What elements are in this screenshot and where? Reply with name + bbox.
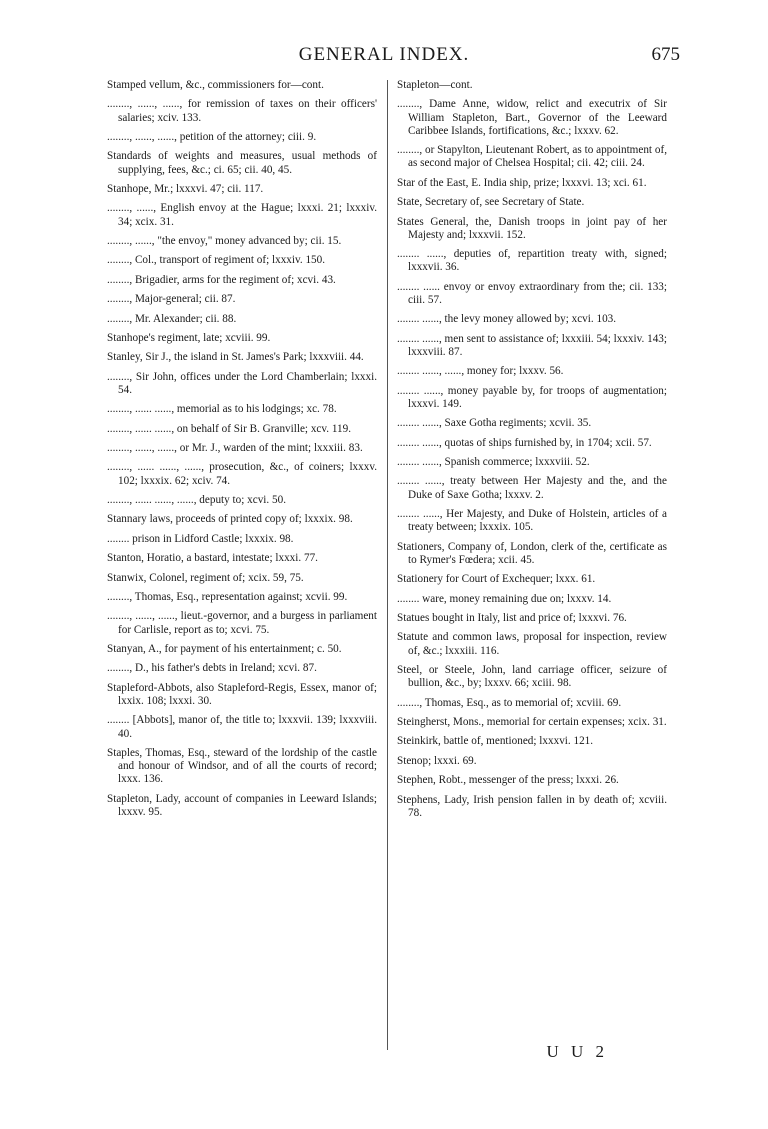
index-entry: ........, Dame Anne, widow, relict and executrix of Sir William Stapleton, Bart., Governor of the Leeward Caribbee Islands, fortifications, &c.; lxxxv. 62. bbox=[397, 98, 667, 137]
index-entry: Stephens, Lady, Irish pension fallen in by death of; xcviii. 78. bbox=[397, 793, 667, 819]
left-column bbox=[107, 79, 377, 1059]
index-entry: Stenop; lxxxi. 69. bbox=[397, 754, 477, 767]
index-entry: ........ ......, treaty between Her Majesty and the, and the Duke of Saxe Gotha; lxxxv. 2. bbox=[397, 475, 667, 501]
index-entry: Steel, or Steele, John, land carriage officer, seizure of bullion, &c., by; lxxxv. 66; xciii. 98. bbox=[397, 664, 667, 690]
index-entry: Stapleford-Abbots, also Stapleford-Regis, Essex, manor of; lxxix. 108; lxxxi. 30. bbox=[107, 681, 377, 707]
index-entry: ........, ......, ......, lieut.-governor, and a burgess in parliament for Carlisle, report as to; xcvi. 75. bbox=[107, 610, 377, 636]
page-title: GENERAL INDEX. bbox=[298, 44, 470, 65]
index-entry: ........, ......, ......, or Mr. J., warden of the mint; lxxxiii. 83. bbox=[107, 442, 363, 455]
index-entry: Steingherst, Mons., memorial for certain expenses; xcix. 31. bbox=[397, 716, 667, 729]
column-divider bbox=[387, 80, 388, 1050]
index-entry: ........, Col., transport of regiment of; lxxxiv. 150. bbox=[107, 254, 326, 267]
index-entry: ........ ......, ......, money for; lxxxv. 56. bbox=[397, 365, 564, 378]
index-entry: States General, the, Danish troops in joint pay of her Majesty and; lxxxvii. 152. bbox=[397, 215, 667, 241]
index-entry: ........, Major-general; cii. 87. bbox=[107, 293, 236, 306]
index-entry: ........ ......, Her Majesty, and Duke of Holstein, articles of a treaty between; lxxxix. 105. bbox=[397, 508, 667, 534]
index-entry: ........ [Abbots], manor of, the title to; lxxxvii. 139; lxxxviii. 40. bbox=[107, 714, 377, 740]
page-number: 675 bbox=[651, 44, 680, 65]
index-entry: ........, Sir John, offices under the Lord Chamberlain; lxxxi. 54. bbox=[107, 370, 377, 396]
index-entry: ........, Thomas, Esq., representation against; xcvii. 99. bbox=[107, 591, 348, 603]
index-entry: Stanwix, Colonel, regiment of; xcix. 59, 75. bbox=[107, 571, 304, 584]
index-entry: ........, Mr. Alexander; cii. 88. bbox=[107, 312, 237, 325]
index-entry: Stanhope's regiment, late; xcviii. 99. bbox=[107, 331, 271, 344]
index-entry: Standards of weights and measures, usual methods of supplying, fees, &c.; ci. 65; cii. 40, 45. bbox=[107, 150, 377, 176]
index-entry: ........, D., his father's debts in Ireland; xcvi. 87. bbox=[107, 662, 317, 675]
index-entry: ........, ......, ......, for remission of taxes on their officers' salaries; xciv. 133. bbox=[107, 98, 377, 124]
index-entry: Stanyan, A., for payment of his entertainment; c. 50. bbox=[107, 642, 342, 655]
index-entry: Steinkirk, battle of, mentioned; lxxxvi. 121. bbox=[397, 735, 594, 748]
index-entry: State, Secretary of, see Secretary of State. bbox=[397, 196, 585, 209]
index-entry: Stapleton, Lady, account of companies in Leeward Islands; lxxxv. 95. bbox=[107, 792, 377, 818]
index-entry: ........ ......, deputies of, repartition treaty with, signed; lxxxvii. 36. bbox=[397, 248, 667, 274]
right-column bbox=[397, 79, 667, 1059]
page-header bbox=[0, 44, 768, 72]
index-entry: Stationery for Court of Exchequer; lxxx. 61. bbox=[397, 573, 596, 586]
index-entry: Stannary laws, proceeds of printed copy of; lxxxix. 98. bbox=[107, 513, 353, 526]
index-entry: ........ ......, Spanish commerce; lxxxviii. 52. bbox=[397, 456, 590, 469]
index-entry: ........, or Stapylton, Lieutenant Robert, as to appointment of, as second major of Chelsea Hospital; cii. 42; ciii. 24. bbox=[397, 144, 667, 170]
index-entry: ........, ...... ......, memorial as to his lodgings; xc. 78. bbox=[107, 403, 337, 416]
index-entry: Statute and common laws, proposal for inspection, review of, &c.; lxxxiii. 116. bbox=[397, 631, 667, 657]
index-entry: Stanley, Sir J., the island in St. James's Park; lxxxviii. 44. bbox=[107, 351, 364, 364]
signature-mark: U U 2 bbox=[546, 1042, 608, 1061]
index-entry: ........ ware, money remaining due on; lxxxv. 14. bbox=[397, 592, 612, 605]
index-entry: Stationers, Company of, London, clerk of the, certificate as to Rymer's Fœdera; xcii. 45. bbox=[397, 540, 667, 566]
index-entry: Staples, Thomas, Esq., steward of the lordship of the castle and honour of Windsor, and of all the courts of record; lxxx. 136. bbox=[107, 746, 377, 786]
index-entry: Stanhope, Mr.; lxxxvi. 47; cii. 117. bbox=[107, 182, 264, 195]
index-entry: ........ ......, Saxe Gotha regiments; xcvii. 35. bbox=[397, 417, 592, 430]
index-entry: ........, ......, ......, petition of the attorney; ciii. 9. bbox=[107, 130, 317, 143]
index-entry: Statues bought in Italy, list and price of; lxxxvi. 76. bbox=[397, 612, 627, 625]
index-entry: ........ ......, the levy money allowed by; xcvi. 103. bbox=[397, 313, 617, 326]
index-entry: Stamped vellum, &c., commissioners for—cont. bbox=[107, 79, 324, 91]
index-entry: ........, ......, "the envoy," money advanced by; cii. 15. bbox=[107, 234, 342, 247]
index-entry: ........, Brigadier, arms for the regiment of; xcvi. 43. bbox=[107, 273, 336, 286]
index-entry: ........ ......, money payable by, for troops of augmentation; lxxxvi. 149. bbox=[397, 384, 667, 410]
index-entry: Stapleton—cont. bbox=[397, 79, 473, 91]
index-entry: ........, ......, English envoy at the Hague; lxxxi. 21; lxxxiv. 34; xcix. 31. bbox=[107, 202, 377, 228]
index-entry: ........ ...... envoy or envoy extraordinary from the; cii. 133; ciii. 57. bbox=[397, 280, 667, 306]
index-entry: ........ ......, men sent to assistance of; lxxxiii. 54; lxxxiv. 143; lxxxviii. 87. bbox=[397, 332, 667, 358]
index-entry: ........ ......, quotas of ships furnished by, in 1704; xcii. 57. bbox=[397, 436, 652, 449]
index-entry: ........, ...... ......, ......, prosecution, &c., of coiners; lxxxv. 102; lxxxix. 62; xciv. 74. bbox=[107, 461, 377, 487]
index-entry: ........, ...... ......, on behalf of Sir B. Granville; xcv. 119. bbox=[107, 422, 352, 435]
index-entry: Star of the East, E. India ship, prize; lxxxvi. 13; xci. 61. bbox=[397, 176, 647, 189]
index-entry: Stanton, Horatio, a bastard, intestate; lxxxi. 77. bbox=[107, 552, 318, 565]
index-entry: Stephen, Robt., messenger of the press; lxxxi. 26. bbox=[397, 774, 619, 787]
index-entry: ........ prison in Lidford Castle; lxxxix. 98. bbox=[107, 532, 294, 545]
index-entry: ........, ...... ......, ......, deputy to; xcvi. 50. bbox=[107, 494, 286, 507]
index-entry: ........, Thomas, Esq., as to memorial of; xcviii. 69. bbox=[397, 696, 622, 709]
